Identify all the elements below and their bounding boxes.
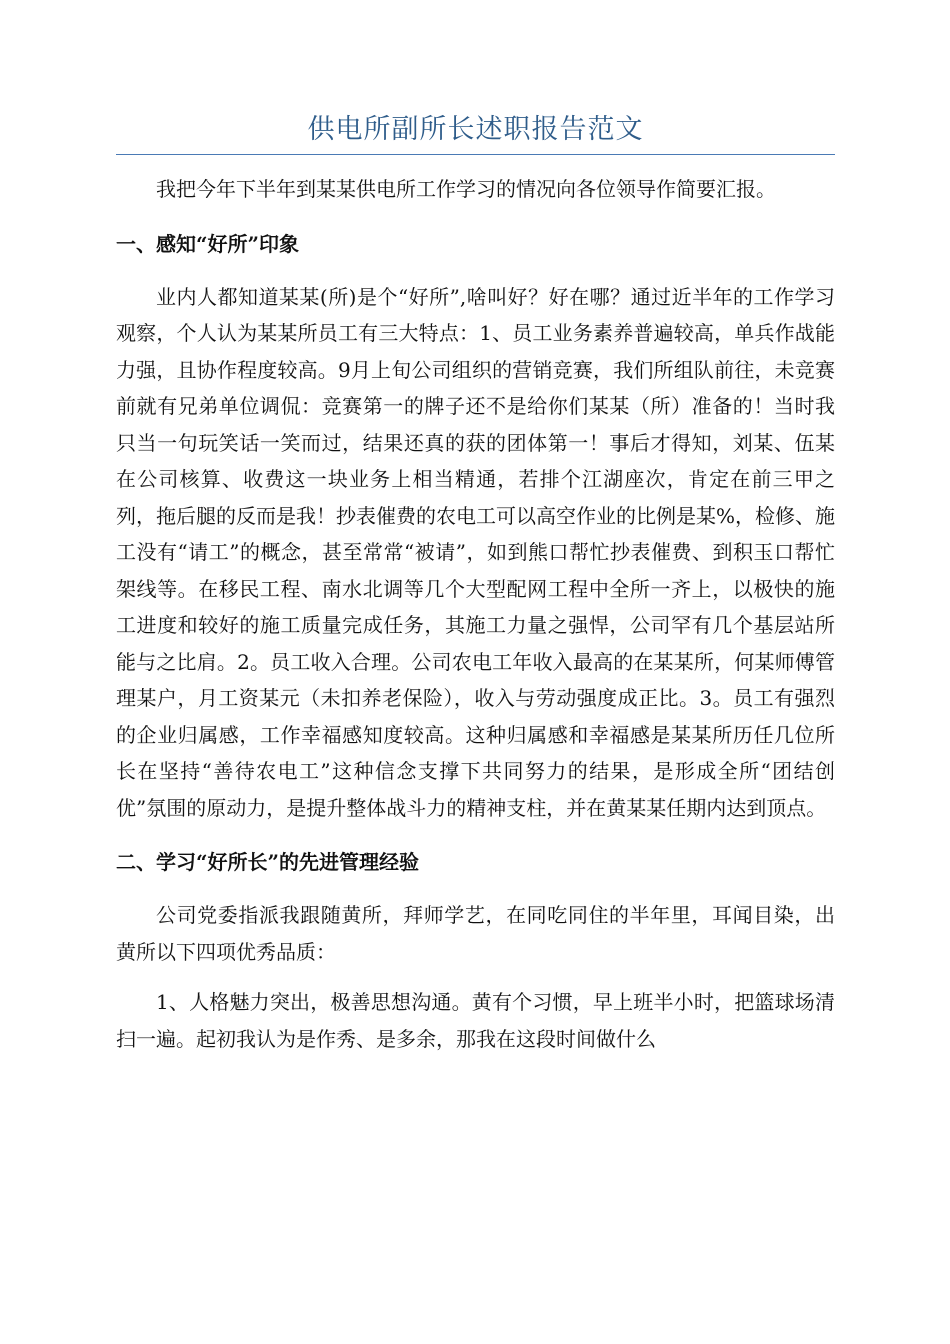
intro-paragraph: 我把今年下半年到某某供电所工作学习的情况向各位领导作简要汇报。 — [156, 177, 776, 201]
document-title: 供电所副所长述职报告范文 — [307, 114, 644, 145]
title-divider — [116, 154, 835, 155]
section-2-body: 公司党委指派我跟随黄所，拜师学艺，在同吃同住的半年里，耳闻目染，出黄所以下四项优秀品质： — [116, 903, 835, 964]
section-2-heading: 二、学习“好所长”的先进管理经验 — [116, 850, 420, 874]
section-1-heading: 一、感知“好所”印象 — [116, 231, 300, 256]
document-page — [116, 110, 835, 1075]
section-2-item-1: 1、人格魅力突出，极善思想沟通。黄有个习惯，早上班半小时，把篮球场清扫一遍。起初我认为是作秀、是多余，那我在这段时间做什么 — [116, 990, 835, 1051]
section-1-body: 业内人都知道某某(所)是个“好所”,啥叫好？好在哪？通过近半年的工作学习观察，个人认为某某所员工有三大特点：1、员工业务素养普遍较高，单兵作战能力强，且协作程度较高。9月上旬公司组织的营销竞赛，我们所组队前往，未竞赛前就有兄弟单位调侃：竞赛第一的牌子还不是给你们某某（所）准备的！当时我只当一句玩笑话一笑而过，结果还真的获的团体第一！事后才得知，刘某、伍某在公司核算、收费这一块业务上相当精通，若排个江湖座次，肯定在前三甲之列，拖后腿的反而是我！抄表催费的农电工可以高空作业的比例是某%，检修、施工没有“请工”的概念，甚至常常“被请”，如到熊口帮忙抄表催费、到积玉口帮忙架线等。在移民工程、南水北调等几个大型配网工程中全所一齐上，以极快的施工进度和较好的施工质量完成任务，其施工力量之强悍，公司罕有几个基层站所能与之比肩。2。员工收入合理。公司农电工年收入最高的在某某所，何某师傅管理某户，月工资某元（未扣养老保险），收入与劳动强度成正比。3。员工有强烈的企业归属感，工作幸福感知度较高。这种归属感和幸福感是某某所历任几位所长在坚持“善待农电工”这种信念支撑下共同努力的结果，是形成全所“团结创优”氛围的原动力，是提升整体战斗力的精神支柱，并在黄某某任期内达到顶点。 — [116, 284, 836, 820]
